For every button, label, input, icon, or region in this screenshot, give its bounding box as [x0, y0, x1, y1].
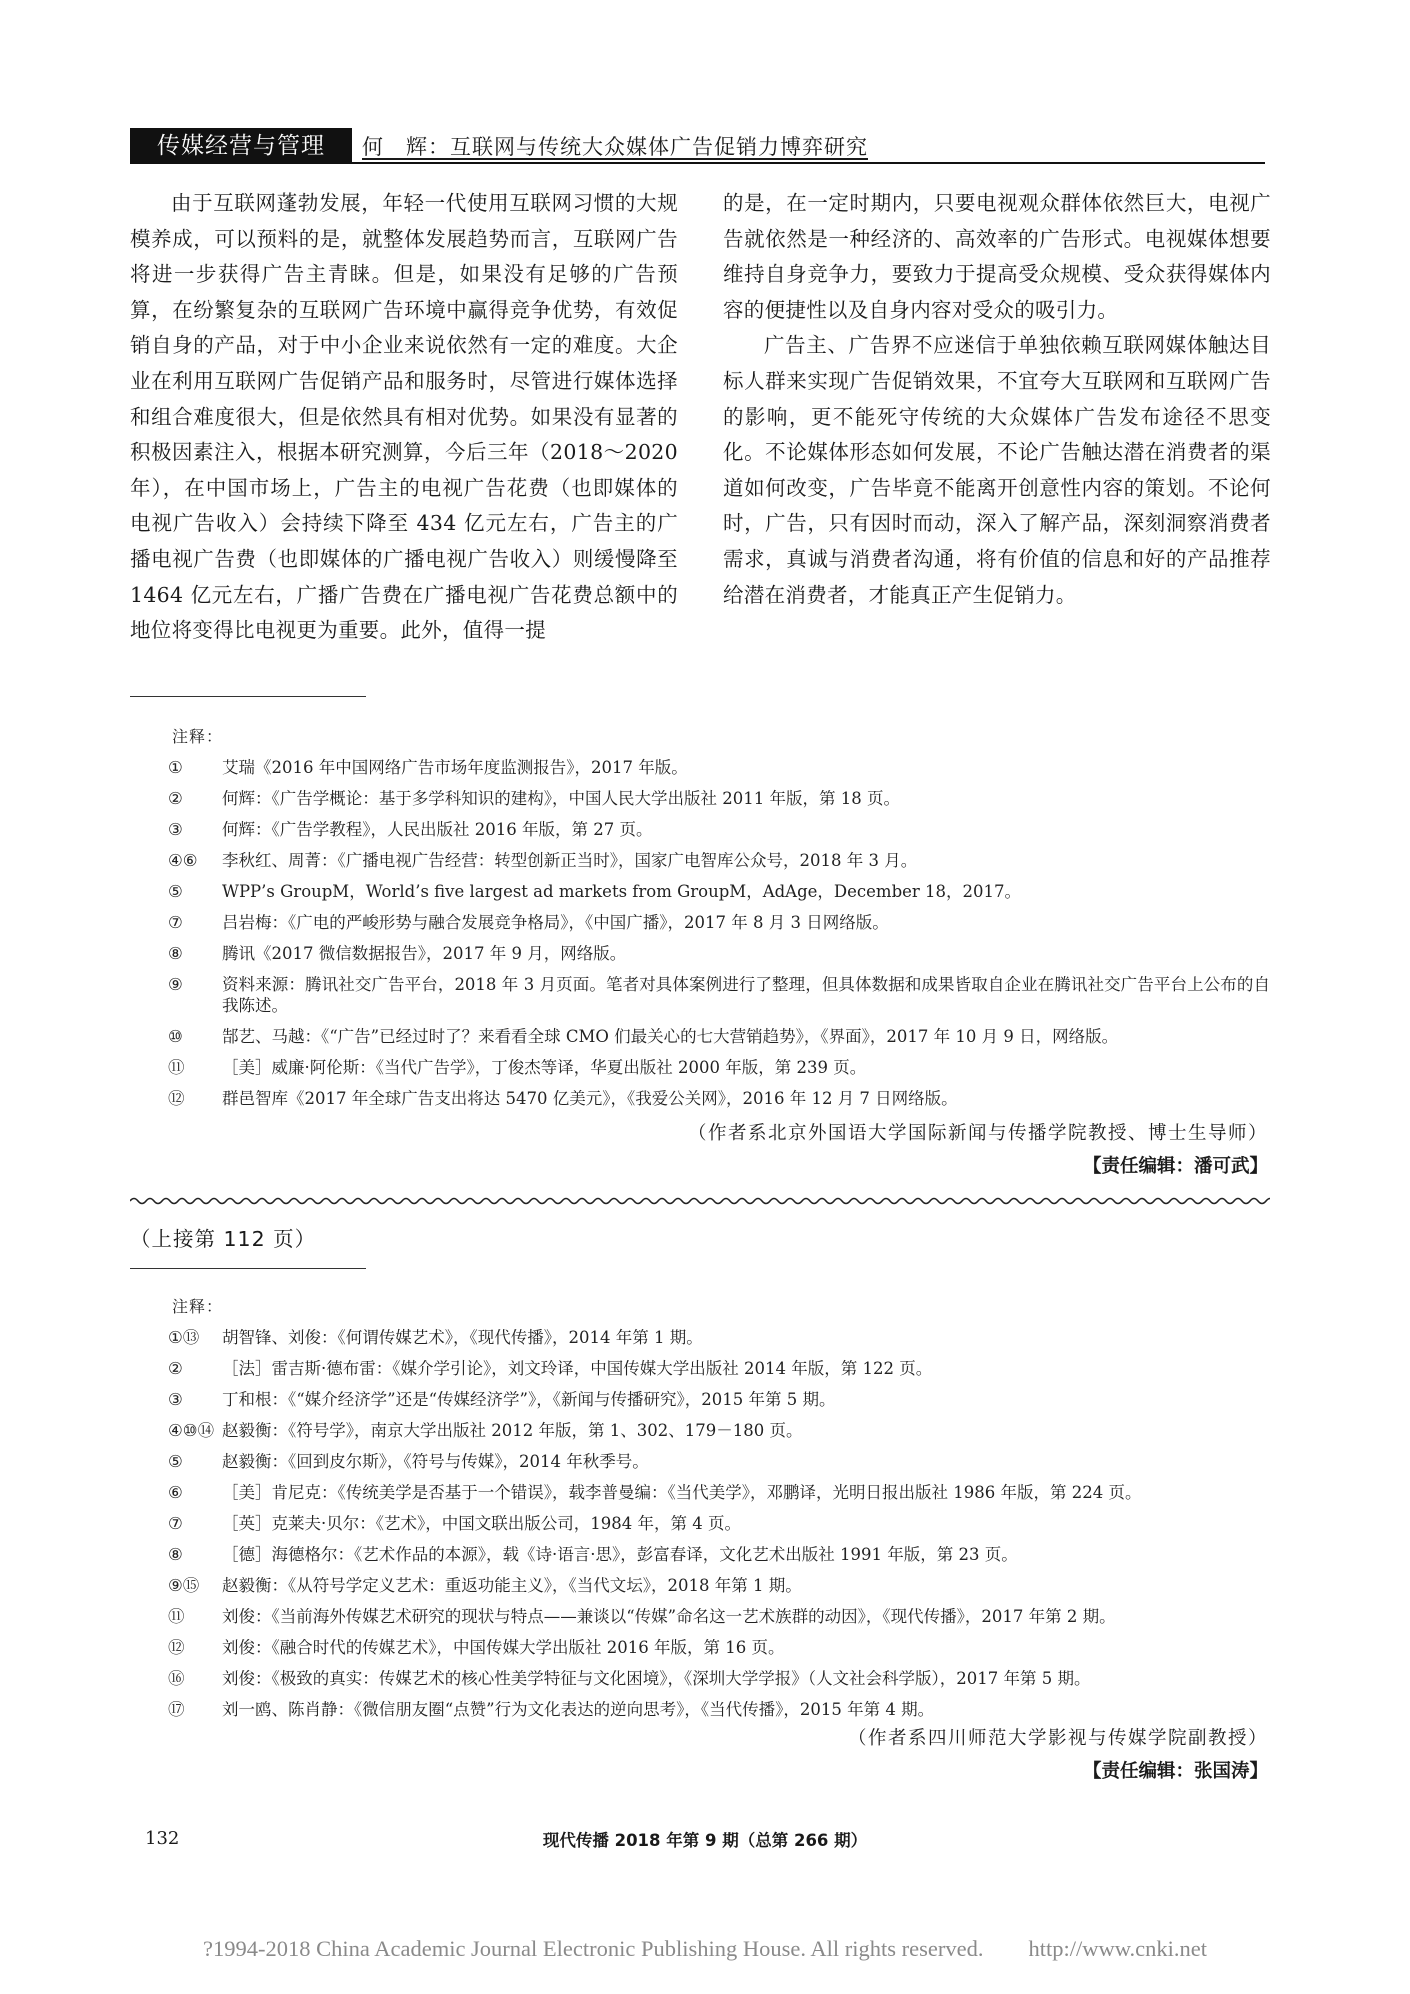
- note-text: 刘一鸥、陈肖静：《微信朋友圈“点赞”行为文化表达的逆向思考》，《当代传播》，2015 年第 4 期。: [222, 1700, 935, 1719]
- note-item: [130, 1575, 1270, 1596]
- note-marker: ⑦: [168, 913, 183, 932]
- note-item: [130, 1451, 1270, 1472]
- note-item: [130, 1358, 1270, 1379]
- note-text: ［德］海德格尔：《艺术作品的本源》，载《诗·语言·思》，彭富春译，文化艺术出版社 1991 年版，第 23 页。: [222, 1545, 1018, 1564]
- note-marker: ⑤: [168, 1452, 183, 1471]
- note-text: 刘俊：《当前海外传媒艺术研究的现状与特点——兼谈以“传媒”命名这一艺术族群的动因》，《现代传播》，2017 年第 2 期。: [222, 1607, 1116, 1626]
- note-text: 群邑智库《2017 年全球广告支出将达 5470 亿美元》，《我爱公关网》，2016 年 12 月 7 日网络版。: [222, 1089, 958, 1108]
- author-affiliation: （作者系四川师范大学影视与传媒学院副教授）: [847, 1728, 1268, 1749]
- note-item: [130, 1026, 1270, 1047]
- note-text: 李秋红、周菁：《广播电视广告经营：转型创新正当时》，国家广电智库公众号，2018 年 3 月。: [222, 851, 918, 870]
- author-affiliation: （作者系北京外国语大学国际新闻与传播学院教授、博士生导师）: [687, 1123, 1268, 1144]
- page-header: [130, 128, 1265, 164]
- note-item: [130, 1668, 1270, 1689]
- note-text: 艾瑞《2016 年中国网络广告市场年度监测报告》，2017 年版。: [222, 758, 688, 777]
- responsible-editor: 【责任编辑：潘可武】: [1082, 1156, 1268, 1177]
- continued-from-label: （上接第 112 页）: [130, 1227, 317, 1251]
- note-text: 何辉：《广告学概论：基于多学科知识的建构》，中国人民大学出版社 2011 年版，第 18 页。: [222, 789, 900, 808]
- body-paragraph-continuation: 的是，在一定时期内，只要电视观众群体依然巨大，电视广告就依然是一种经济的、高效率的广告形式。电视媒体想要维持自身竞争力，要致力于提高受众规模、受众获得媒体内容的便捷性以及自身内容对受众的吸引力。: [723, 191, 1271, 322]
- note-marker: ⑪: [168, 1058, 185, 1077]
- body-paragraph: 广告主、广告界不应迷信于单独依赖互联网媒体触达目标人群来实现广告促销效果，不宜夸大互联网和互联网广告的影响，更不能死守传统的大众媒体广告发布途径不思变化。不论媒体形态如何发展，不论广告触达潜在消费者的渠道如何改变，广告毕竟不能离开创意性内容的策划。不论何时，广告，只有因时而动，深入了解产品，深刻洞察消费者需求，真诚与消费者沟通，将有价值的信息和好的产品推荐给潜在消费者，才能真正产生促销力。: [723, 333, 1271, 607]
- body-column-left: [130, 186, 678, 649]
- note-text: 胡智锋、刘俊：《何谓传媒艺术》，《现代传播》，2014 年第 1 期。: [222, 1328, 703, 1347]
- note-marker: ②: [168, 1359, 183, 1378]
- note-text: WPP’s GroupM，World’s five largest ad markets from GroupM，AdAge，December 18，2017。: [222, 882, 1022, 901]
- body-column-right: [723, 186, 1271, 613]
- note-item: [130, 1699, 1270, 1720]
- note-item: [130, 757, 1270, 778]
- note-marker: ⑪: [168, 1607, 185, 1626]
- note-marker: ⑨⑮: [168, 1576, 200, 1595]
- note-text: ［英］克莱夫·贝尔：《艺术》，中国文联出版公司，1984 年，第 4 页。: [222, 1514, 741, 1533]
- section-tag: 传媒经营与管理: [130, 128, 352, 164]
- note-item: [130, 819, 1270, 840]
- note-marker: ①: [168, 758, 183, 777]
- note-text: ［法］雷吉斯·德布雷：《媒介学引论》，刘文玲译，中国传媒大学出版社 2014 年版，第 122 页。: [222, 1359, 933, 1378]
- note-marker: ⑫: [168, 1638, 185, 1657]
- note-text: ［美］肯尼克：《传统美学是否基于一个错误》，载李普曼编：《当代美学》，邓鹏译，光明日报出版社 1986 年版，第 224 页。: [222, 1483, 1142, 1502]
- note-marker: ⑥: [168, 1483, 183, 1502]
- note-marker: ②: [168, 789, 183, 808]
- note-text: ［美］威廉·阿伦斯：《当代广告学》，丁俊杰等译，华夏出版社 2000 年版，第 239 页。: [222, 1058, 867, 1077]
- note-text: 郜艺、马越：《“广告”已经过时了？来看看全球 CMO 们最关心的七大营销趋势》，《界面》，2017 年 10 月 9 日，网络版。: [222, 1027, 1119, 1046]
- note-item: [130, 881, 1270, 902]
- note-text: 赵毅衡：《符号学》，南京大学出版社 2012 年版，第 1、302、179－180 页。: [222, 1421, 803, 1440]
- copyright-notice: ?1994-2018 China Academic Journal Electronic Publishing House. All rights reserved. http://www.cnki.net: [203, 1936, 1207, 1961]
- note-item: [130, 788, 1270, 809]
- note-marker: ⑧: [168, 1545, 183, 1564]
- note-marker: ④⑥: [168, 851, 198, 870]
- responsible-editor: 【责任编辑：张国涛】: [1082, 1761, 1268, 1782]
- note-item: [130, 1606, 1270, 1627]
- note-text: 何辉：《广告学教程》，人民出版社 2016 年版，第 27 页。: [222, 820, 653, 839]
- note-item: [130, 943, 1270, 964]
- note-marker: ⑤: [168, 882, 183, 901]
- note-marker: ⑨: [168, 975, 183, 994]
- notes-divider: [130, 1268, 366, 1269]
- note-item: [130, 1088, 1270, 1109]
- note-marker: ①⑬: [168, 1328, 200, 1347]
- note-text: 刘俊：《极致的真实：传媒艺术的核心性美学特征与文化困境》，《深圳大学学报》（人文社会科学版），2017 年第 5 期。: [222, 1669, 1091, 1688]
- note-text: 腾讯《2017 微信数据报告》，2017 年 9 月，网络版。: [222, 944, 627, 963]
- note-marker: ⑯: [168, 1669, 185, 1688]
- journal-issue: 现代传播 2018 年第 9 期（总第 266 期）: [542, 1831, 868, 1850]
- notes-label: 注释：: [172, 727, 224, 746]
- note-item: [130, 1482, 1270, 1503]
- note-marker: ③: [168, 1390, 183, 1409]
- note-marker: ③: [168, 820, 183, 839]
- note-item: [130, 912, 1270, 933]
- note-text: 赵毅衡：《从符号学定义艺术：重返功能主义》，《当代文坛》，2018 年第 1 期。: [222, 1576, 802, 1595]
- note-text: 资料来源：腾讯社交广告平台，2018 年 3 月页面。笔者对具体案例进行了整理，但具体数据和成果皆取自企业在腾讯社交广告平台上公布的自我陈述。: [222, 975, 1270, 1015]
- header-rule: [352, 162, 1265, 164]
- note-text: 吕岩梅：《广电的严峻形势与融合发展竞争格局》，《中国广播》，2017 年 8 月 3 日网络版。: [222, 913, 889, 932]
- note-item: [130, 1513, 1270, 1534]
- note-marker: ⑫: [168, 1089, 185, 1108]
- notes-list-second: [130, 1294, 1270, 1730]
- note-marker: ⑧: [168, 944, 183, 963]
- note-text: 赵毅衡：《回到皮尔斯》，《符号与传媒》，2014 年秋季号。: [222, 1452, 649, 1471]
- notes-divider: [130, 696, 366, 697]
- note-text: 刘俊：《融合时代的传媒艺术》，中国传媒大学出版社 2016 年版，第 16 页。: [222, 1638, 785, 1657]
- note-marker: ⑦: [168, 1514, 183, 1533]
- note-item: [130, 1057, 1270, 1078]
- note-marker: ④⑩⑭: [168, 1421, 215, 1440]
- notes-list-first: [130, 724, 1270, 1119]
- note-marker: ⑰: [168, 1700, 185, 1719]
- notes-label: 注释：: [172, 1297, 224, 1316]
- running-title: 何 辉：互联网与传统大众媒体广告促销力博弈研究: [362, 135, 868, 159]
- note-item: [130, 1389, 1270, 1410]
- note-item: [130, 974, 1270, 1016]
- note-text: 丁和根：《“媒介经济学”还是“传媒经济学”》，《新闻与传播研究》，2015 年第 5 期。: [222, 1390, 836, 1409]
- note-item: [130, 1420, 1270, 1441]
- body-paragraph: 由于互联网蓬勃发展，年轻一代使用互联网习惯的大规模养成，可以预料的是，就整体发展趋势而言，互联网广告将进一步获得广告主青睐。但是，如果没有足够的广告预算，在纷繁复杂的互联网广告环境中赢得竞争优势，有效促销自身的产品，对于中小企业来说依然有一定的难度。大企业在利用互联网广告促销产品和服务时，尽管进行媒体选择和组合难度很大，但是依然具有相对优势。如果没有显著的积极因素注入，根据本研究测算，今后三年（2018～2020 年），在中国市场上，广告主的电视广告花费（也即媒体的电视广告收入）会持续下降至 434 亿元左右，广告主的广播电视广告费（也即媒体的广播电视广告收入）则缓慢降至 1464 亿元左右，广播广告费在广播电视广告花费总额中的地位将变得比电视更为重要。此外，值得一提: [130, 191, 678, 643]
- note-marker: ⑩: [168, 1027, 183, 1046]
- page-number: 132: [145, 1828, 180, 1849]
- note-item: [130, 850, 1270, 871]
- note-item: [130, 1637, 1270, 1658]
- wavy-divider: [130, 1195, 1270, 1207]
- note-item: [130, 1544, 1270, 1565]
- note-item: [130, 1327, 1270, 1348]
